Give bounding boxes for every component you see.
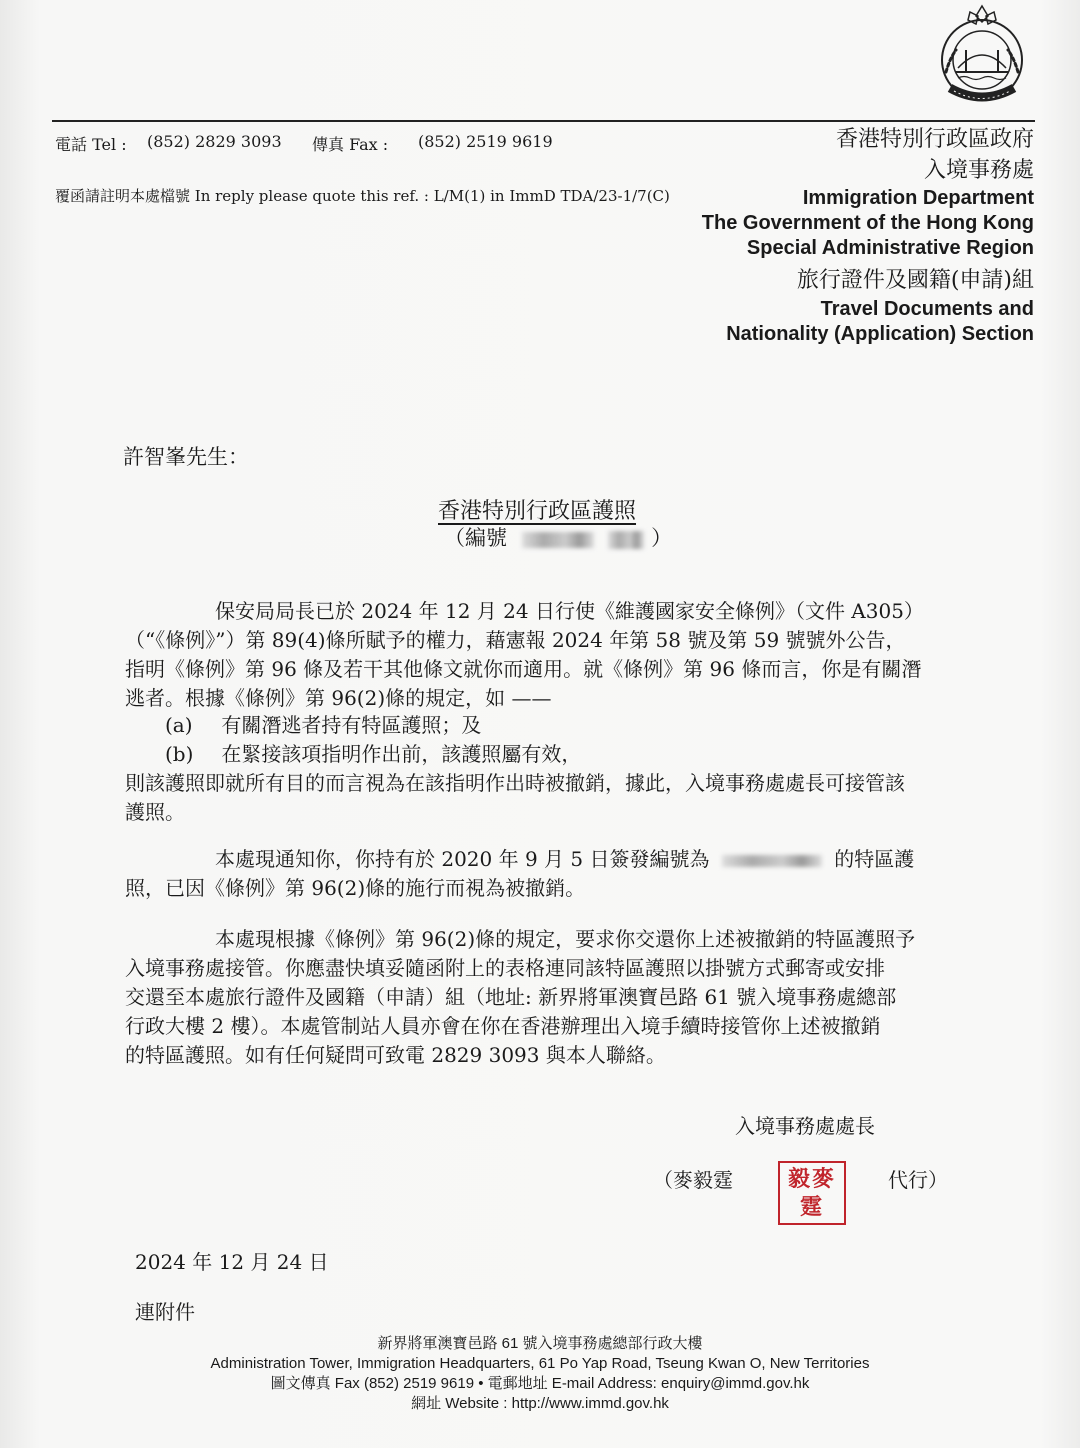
paragraph-3-line: 行政大樓 2 樓）。本處管制站人員亦會在你在香港辦理出入境手續時接管你上述被撤銷: [125, 1014, 881, 1038]
paragraph-3-line: 交還至本處旅行證件及國籍（申請）組（地址: 新界將軍澳寶邑路 61 號入境事務處總部: [125, 985, 897, 1009]
org-en-2: The Government of the Hong Kong: [701, 212, 1034, 234]
org-en-3: Special Administrative Region: [746, 237, 1034, 259]
paragraph-1: [125, 597, 965, 713]
immigration-emblem-icon: [936, 2, 1028, 106]
subject-number-prefix: （編號: [444, 526, 507, 550]
paragraph-3: [125, 925, 965, 1070]
footer-line-website: 網址 Website : http://www.immd.gov.hk: [411, 1395, 669, 1412]
org-zh-1: 香港特別行政區政府: [835, 127, 1034, 152]
signatory-delegate: 代行）: [888, 1168, 948, 1192]
section-zh: 旅行證件及國籍(申請)組: [796, 268, 1034, 293]
footer-address: [0, 1334, 1080, 1414]
section-block: [726, 265, 1034, 347]
paragraph-1-line: 保安局局長已於 2024 年 12 月 24 日行使《維護國家安全條例》（文件 A305）: [215, 599, 924, 623]
footer-line-contact: 圖文傳真 Fax (852) 2519 9619 • 電郵地址 E-mail Address: enquiry@immd.gov.hk: [270, 1375, 810, 1392]
condition-b-label: (b): [165, 742, 194, 766]
paragraph-1-line: 護照。: [125, 800, 185, 824]
condition-b: [125, 740, 965, 769]
org-zh-2: 入境事務處: [923, 158, 1034, 183]
org-en-1: Immigration Department: [802, 187, 1034, 209]
header-rule: [52, 120, 1035, 122]
tel-value: (852) 2829 3093: [147, 132, 282, 151]
condition-a-text: 有關潛逃者持有特區護照；及: [221, 713, 482, 737]
paragraph-1-line: 則該護照即就所有目的而言視為在該指明作出時被撤銷，據此，入境事務處處長可接管該: [125, 771, 905, 795]
fax-label: 傳真 Fax :: [312, 135, 389, 154]
paragraph-2-start: 本處現通知你，你持有於 2020 年 9 月 5 日簽發編號為: [215, 847, 710, 871]
fax-value: (852) 2519 9619: [418, 132, 553, 151]
subject-number: [444, 522, 672, 552]
paragraph-3-line: 的特區護照。如有任何疑問可致電 2829 3093 與本人聯絡。: [125, 1043, 666, 1067]
signatory-title: 入境事務處處長: [735, 1114, 875, 1138]
enclosure-note: 連附件: [135, 1300, 195, 1324]
paragraph-2-line: [125, 845, 965, 874]
condition-a: [125, 711, 965, 740]
subject-title: 香港特別行政區護照: [438, 499, 637, 524]
redacted-passport-number-2: [608, 531, 644, 549]
condition-a-label: (a): [165, 713, 193, 737]
paragraph-3-line: 入境事務處接管。你應盡快填妥隨函附上的表格連同該特區護照以掛號方式郵寄或安排: [125, 956, 885, 980]
red-seal-stamp: [778, 1161, 846, 1225]
condition-b-text: 在緊接該項指明作出前，該護照屬有效，: [221, 742, 582, 766]
paragraph-2-line: 照，已因《條例》第 96(2)條的施行而視為被撤銷。: [125, 876, 586, 900]
paragraph-1-line: （“《條例》”）第 89(4)條所賦予的權力，藉憲報 2024 年第 58 號及第 59 號號外公告，: [125, 628, 906, 652]
paragraph-3-line: 本處現根據《條例》第 96(2)條的規定，要求你交還你上述被撤銷的特區護照予: [215, 927, 916, 951]
paragraph-1-line: 指明《條例》第 96 條及若干其他條文就你而適用。就《條例》第 96 條而言，你是有關潛: [125, 657, 922, 681]
condition-list: [125, 711, 965, 827]
paragraph-2-mid: 的特區護: [834, 847, 915, 871]
paragraph-1-line: 逃者。根據《條例》第 96(2)條的規定，如 ——: [125, 686, 552, 710]
tel-label: 電話 Tel :: [55, 135, 127, 154]
department-block: [702, 124, 1034, 261]
footer-line-zh: 新界將軍澳寶邑路 61 號入境事務處總部行政大樓: [377, 1335, 703, 1352]
paragraph-2: [125, 845, 965, 903]
seal-line-2: 霆: [799, 1194, 824, 1220]
seal-line-1: 毅麥: [787, 1166, 836, 1192]
redacted-passport-number: [522, 532, 594, 548]
reference-line: 覆函請註明本處檔號 In reply please quote this ref. : L/M(1) in ImmD TDA/23-1/7(C): [55, 187, 670, 205]
redacted-passport-number-3: [722, 855, 822, 867]
section-en-1: Travel Documents and: [820, 298, 1034, 320]
footer-line-en: Administration Tower, Immigration Headquarters, 61 Po Yap Road, Tseung Kwan O, New Territories: [210, 1355, 870, 1372]
letter-date: 2024 年 12 月 24 日: [135, 1250, 329, 1274]
section-en-2: Nationality (Application) Section: [726, 323, 1034, 345]
subject-number-suffix: ）: [651, 526, 673, 550]
signatory-name: （麥毅霆: [653, 1168, 733, 1192]
salutation: 許智峯先生：: [123, 445, 249, 469]
